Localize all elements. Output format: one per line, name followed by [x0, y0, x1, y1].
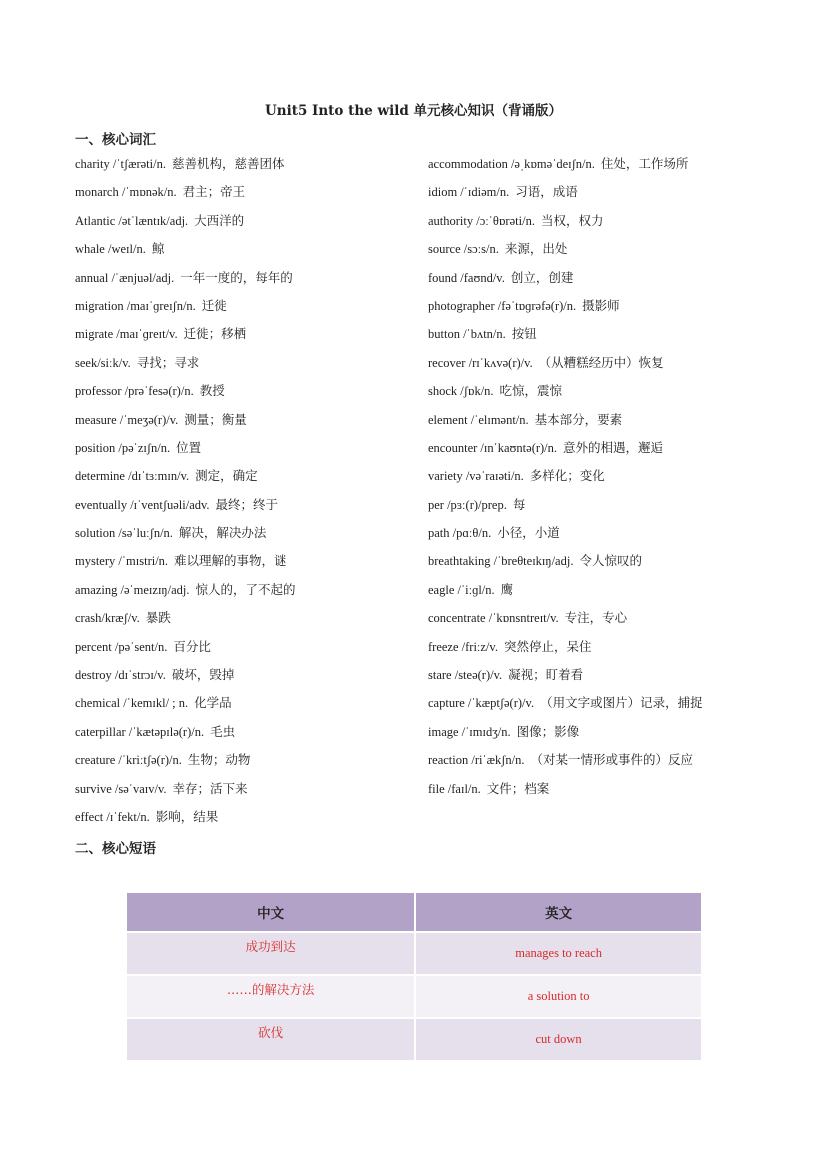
vocab-meaning: 多样化；变化 — [529, 468, 605, 484]
vocab-word: recover /rɪˈkʌvə(r)/v. — [428, 355, 533, 370]
vocab-entry — [75, 777, 415, 805]
vocab-entry — [428, 408, 768, 436]
phrase-chinese: 砍伐 — [127, 1019, 414, 1060]
vocab-meaning: 创立，创建 — [510, 269, 574, 285]
vocab-word: eagle /ˈiːɡl/n. — [428, 582, 495, 597]
vocab-meaning: 最终；终于 — [215, 496, 279, 512]
vocab-word: annual /ˈænjuəl/adj. — [75, 270, 175, 285]
vocab-word: position /pəˈzɪʃn/n. — [75, 440, 171, 455]
vocab-word: accommodation /əˌkɒməˈdeɪʃn/n. — [428, 157, 595, 171]
vocab-meaning: 迁徙 — [201, 297, 227, 313]
vocab-word: variety /vəˈraɪəti/n. — [428, 469, 524, 484]
phrase-table — [125, 891, 703, 1062]
vocab-entry — [75, 691, 415, 719]
vocab-word: stare /steə(r)/v. — [428, 668, 503, 683]
vocab-meaning: 图像；影像 — [516, 723, 580, 739]
vocab-word: reaction /riˈækʃn/n. — [428, 753, 525, 768]
vocab-meaning: 专注，专心 — [564, 610, 628, 626]
vocab-meaning: 当权，权力 — [540, 212, 604, 228]
vocab-meaning: 吃惊，震惊 — [499, 383, 563, 399]
vocab-column-right — [428, 152, 768, 805]
vocab-entry — [428, 777, 768, 805]
vocab-word: authority /ɔːˈθɒrəti/n. — [428, 213, 535, 228]
vocab-word: capture /ˈkæptʃə(r)/v. — [428, 696, 535, 711]
vocab-entry — [428, 606, 768, 634]
vocab-meaning: 住处，工作场所 — [600, 156, 689, 171]
vocab-meaning: 慈善机构，慈善团体 — [171, 156, 285, 171]
vocab-entry — [428, 691, 768, 719]
vocab-entry — [428, 266, 768, 294]
phrase-table-header — [127, 893, 701, 931]
vocab-word: Atlantic /ətˈlæntɪk/adj. — [75, 213, 189, 228]
header-english: 英文 — [416, 893, 701, 931]
vocab-word: survive /səˈvaɪv/v. — [75, 781, 167, 796]
vocab-meaning: 教授 — [199, 383, 225, 399]
vocab-meaning: 来源，出处 — [504, 241, 568, 257]
vocab-meaning: （从糟糕经历中）恢复 — [538, 354, 664, 370]
phrase-english: a solution to — [416, 976, 701, 1017]
vocab-entry — [75, 521, 415, 549]
vocab-meaning: 基本部分，要素 — [534, 411, 623, 427]
vocab-meaning: 位置 — [176, 439, 202, 455]
vocab-entry — [428, 663, 768, 691]
vocab-entry — [75, 266, 415, 294]
vocab-entry — [428, 493, 768, 521]
vocab-entry — [75, 606, 415, 634]
vocab-entry — [75, 549, 415, 577]
table-row — [127, 976, 701, 1017]
vocab-word: determine /dɪˈtɜːmɪn/v. — [75, 469, 190, 484]
vocab-word: migration /maɪˈɡreɪʃn/n. — [75, 298, 196, 313]
vocab-word: measure /ˈmeʒə(r)/v. — [75, 412, 179, 427]
vocab-word: migrate /maɪˈɡreɪt/v. — [75, 327, 178, 342]
vocab-word: chemical /ˈkemɪkl/ ; n. — [75, 696, 189, 711]
vocab-entry — [428, 549, 768, 577]
vocab-meaning: 一年一度的，每年的 — [180, 269, 293, 285]
vocab-meaning: 影响，结果 — [155, 808, 219, 824]
vocab-word: professor /prəˈfesə(r)/n. — [75, 384, 194, 399]
vocab-meaning: 测量；衡量 — [184, 411, 247, 427]
vocab-word: encounter /ɪnˈkaʊntə(r)/n. — [428, 440, 558, 455]
vocab-word: shock /ʃɒk/n. — [428, 384, 494, 399]
vocab-entry — [428, 152, 768, 180]
vocab-word: solution /səˈluːʃn/n. — [75, 526, 173, 541]
vocab-word: breathtaking /ˈbreθteɪkɪŋ/adj. — [428, 554, 574, 569]
vocab-meaning: 小径，小道 — [497, 525, 560, 541]
table-row — [127, 1019, 701, 1060]
vocab-word: percent /pəˈsent/n. — [75, 639, 168, 654]
vocab-entry — [428, 180, 768, 208]
vocab-word: file /faɪl/n. — [428, 781, 481, 796]
vocab-meaning: 大西洋的 — [194, 212, 245, 228]
vocab-word: button /ˈbʌtn/n. — [428, 327, 506, 342]
vocab-entry — [428, 720, 768, 748]
vocab-entry — [428, 464, 768, 492]
vocab-meaning: 鲸 — [151, 241, 165, 257]
vocab-entry — [428, 322, 768, 350]
vocab-meaning: 按钮 — [511, 326, 537, 342]
vocab-entry — [75, 322, 415, 350]
vocab-meaning: 生物；动物 — [187, 752, 251, 768]
vocab-meaning: 鹰 — [500, 581, 514, 597]
vocab-word: creature /ˈkriːtʃə(r)/n. — [75, 753, 182, 768]
vocab-word: element /ˈelɪmənt/n. — [428, 412, 529, 427]
vocab-column-left — [75, 152, 415, 833]
vocab-word: idiom /ˈɪdiəm/n. — [428, 185, 510, 200]
vocab-meaning: 君主；帝王 — [182, 184, 246, 200]
vocab-entry — [75, 493, 415, 521]
section-heading-vocabulary: 一、核心词汇 — [75, 132, 156, 148]
vocab-entry — [75, 578, 415, 606]
vocab-meaning: 意外的相遇，邂逅 — [563, 439, 664, 455]
vocab-word: mystery /ˈmɪstri/n. — [75, 554, 169, 569]
vocab-entry — [428, 521, 768, 549]
vocab-entry — [428, 294, 768, 322]
vocab-entry — [75, 351, 415, 379]
vocab-entry — [428, 209, 768, 237]
vocab-entry — [75, 635, 415, 663]
vocab-word: destroy /dɪˈstrɔɪ/v. — [75, 668, 166, 683]
vocab-word: effect /ɪˈfekt/n. — [75, 809, 150, 824]
vocab-entry — [428, 237, 768, 265]
vocab-word: monarch /ˈmɒnək/n. — [75, 185, 177, 200]
vocab-meaning: 凝视；盯着看 — [508, 667, 584, 683]
vocab-meaning: 摄影师 — [582, 297, 620, 313]
vocab-entry — [75, 237, 415, 265]
vocab-word: per /pɜː(r)/prep. — [428, 497, 507, 512]
vocab-meaning: 每 — [512, 496, 526, 512]
phrase-english: cut down — [416, 1019, 701, 1060]
vocab-meaning: 暴跌 — [145, 610, 171, 626]
vocab-meaning: 突然停止，呆住 — [503, 638, 592, 654]
vocab-meaning: 令人惊叹的 — [579, 553, 642, 569]
vocab-word: found /faʊnd/v. — [428, 270, 505, 285]
vocab-word: charity /ˈtʃærəti/n. — [75, 157, 166, 171]
vocab-meaning: 测定，确定 — [195, 468, 258, 484]
vocab-meaning: 幸存；活下来 — [172, 780, 248, 796]
vocab-entry — [75, 209, 415, 237]
vocab-word: freeze /friːz/v. — [428, 639, 498, 654]
vocab-entry — [75, 805, 415, 833]
vocab-entry — [75, 379, 415, 407]
vocab-entry — [75, 408, 415, 436]
vocab-meaning: 毛虫 — [210, 723, 236, 739]
vocab-word: caterpillar /ˈkætəpɪlə(r)/n. — [75, 724, 205, 739]
phrase-chinese: ……的解决方法 — [127, 976, 414, 1017]
vocab-meaning: 迁徙；移栖 — [183, 326, 247, 342]
vocab-entry — [428, 578, 768, 606]
section-heading-phrases: 二、核心短语 — [75, 841, 156, 857]
document-title: Unit5 Into the wild 单元核心知识（背诵版） — [265, 103, 562, 119]
vocab-meaning: 习语，成语 — [515, 184, 578, 200]
vocab-word: photographer /fəˈtɒɡrəfə(r)/n. — [428, 298, 577, 313]
vocab-entry — [75, 663, 415, 691]
vocab-word: concentrate /ˈkɒnsntreɪt/v. — [428, 611, 559, 626]
vocab-meaning: 惊人的，了不起的 — [195, 581, 296, 597]
vocab-word: crash/kræʃ/v. — [75, 611, 140, 626]
vocab-entry — [428, 351, 768, 379]
vocab-word: eventually /ɪˈventʃuəli/adv. — [75, 497, 210, 512]
vocab-word: image /ˈɪmɪdʒ/n. — [428, 724, 511, 739]
vocab-entry — [75, 152, 415, 180]
table-row — [127, 933, 701, 974]
vocab-entry — [428, 635, 768, 663]
vocab-meaning: 文件；档案 — [486, 780, 550, 796]
vocab-entry — [75, 294, 415, 322]
vocab-entry — [75, 180, 415, 208]
vocab-meaning: 寻找；寻求 — [136, 354, 200, 370]
vocab-word: whale /weɪl/n. — [75, 242, 146, 257]
vocab-word: path /pɑːθ/n. — [428, 526, 492, 541]
vocab-meaning: （用文字或图片）记录，捕捉 — [540, 695, 703, 711]
vocab-entry — [75, 436, 415, 464]
vocab-word: seek/siːk/v. — [75, 355, 131, 370]
vocab-word: amazing /əˈmeɪzɪŋ/adj. — [75, 582, 190, 597]
vocab-meaning: 化学品 — [194, 695, 232, 711]
vocab-entry — [75, 464, 415, 492]
vocab-entry — [75, 720, 415, 748]
vocab-meaning: 解决，解决办法 — [178, 525, 267, 541]
phrase-chinese: 成功到达 — [127, 933, 414, 974]
vocab-meaning: （对某一情形或事件的）反应 — [530, 752, 693, 768]
vocab-entry — [428, 436, 768, 464]
header-chinese: 中文 — [127, 893, 414, 931]
phrase-english: manages to reach — [416, 933, 701, 974]
vocab-entry — [75, 748, 415, 776]
vocab-meaning: 难以理解的事物，谜 — [174, 553, 287, 569]
vocab-word: source /sɔːs/n. — [428, 242, 499, 257]
vocab-entry — [428, 379, 768, 407]
vocab-entry — [428, 748, 768, 776]
vocab-meaning: 百分比 — [173, 638, 211, 654]
vocab-meaning: 破坏，毁掉 — [171, 667, 235, 683]
